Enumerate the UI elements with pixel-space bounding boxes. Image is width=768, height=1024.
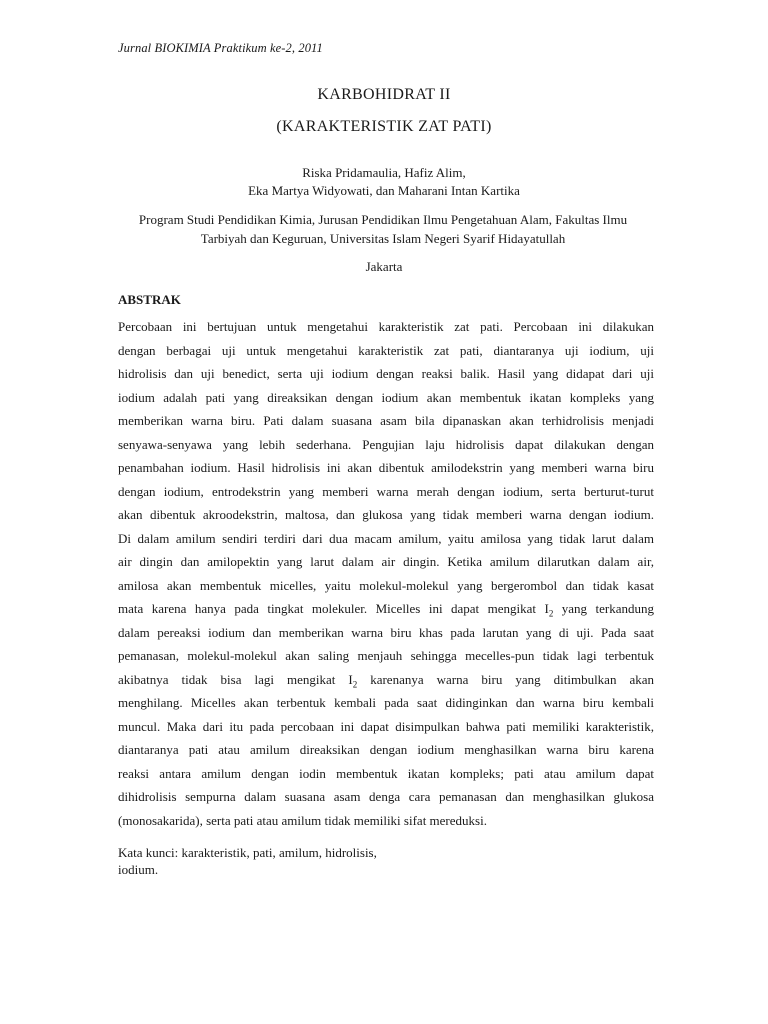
running-head: Jurnal BIOKIMIA Praktikum ke-2, 2011 xyxy=(118,41,323,55)
city: Jakarta xyxy=(365,259,403,274)
abstract-line: dengan berbagai uji untuk mengetahui karakteristik zat pati, diantaranya uji iodium, uji xyxy=(118,342,654,358)
abstract-line-text: akibatnya tidak bisa lagi mengikat I xyxy=(118,671,353,687)
abstract-line: hidrolisis dan uji benedict, serta uji iodium dengan reaksi balik. Hasil yang didapat dari uji xyxy=(118,366,654,381)
keywords-line-1: Kata kunci: karakteristik, pati, amilum, hidrolisis, xyxy=(118,845,377,860)
abstract-line-with-subscript xyxy=(118,597,654,621)
abstract-line: reaksi antara amilum dengan iodin membentuk ikatan kompleks; pati atau amilum dapat xyxy=(118,765,654,781)
abstract-line: air dingin dan amilopektin yang larut dalam air dingin. Ketika amilum dilarutkan dalam air, xyxy=(118,554,654,569)
abstract-line: Percobaan ini bertujuan untuk mengetahui karakteristik zat pati. Percobaan ini dilakukan xyxy=(118,319,654,334)
keywords xyxy=(118,844,448,878)
subscript-2: 2 xyxy=(352,679,358,690)
abstract-heading: ABSTRAK xyxy=(118,292,181,307)
abstract-line-with-subscript xyxy=(118,668,654,692)
abstract-line: dengan iodium, entrodekstrin yang memberi warna merah dengan iodium, serta berturut-turut xyxy=(118,483,654,499)
abstract-line: akan dibentuk akroodekstrin, maltosa, dan glukosa yang tidak memberi warna dengan iodium. xyxy=(118,507,654,522)
authors xyxy=(0,164,768,200)
abstract-line-text: mata karena hanya pada tingkat molekuler. Micelles ini dapat mengikat I xyxy=(118,601,549,616)
keywords-line-2: iodium. xyxy=(118,862,159,877)
abstract-line-tail: yang terkandung xyxy=(553,601,654,616)
abstract-line-tail: karenanya warna biru yang ditimbulkan akan xyxy=(357,671,654,687)
abstract-line: Di dalam amilum sendiri terdiri dari dua macam amilum, yaitu amilosa yang tidak larut dalam xyxy=(118,530,654,546)
paper-title-line-1: KARBOHIDRAT II xyxy=(317,86,451,103)
authors-line-2: Eka Martya Widyowati, dan Maharani Intan Kartika xyxy=(248,183,520,198)
abstract-line: dalam pereaksi iodium dan memberikan warna biru khas pada larutan yang di uji. Pada saat xyxy=(118,624,654,640)
subscript-2: 2 xyxy=(548,608,554,619)
abstract-line: senyawa-senyawa yang lebih sederhana. Pengujian laju hidrolisis dapat dilakukan dengan xyxy=(118,436,654,452)
abstract-line: amilosa akan membentuk micelles, yaitu molekul-molekul yang bergerombol dan tidak kasat xyxy=(118,577,654,593)
affiliation-line-1: Program Studi Pendidikan Kimia, Jurusan Pendidikan Ilmu Pengetahuan Alam, Fakultas Ilmu xyxy=(138,212,628,227)
authors-line-1: Riska Pridamaulia, Hafiz Alim, xyxy=(302,165,466,180)
abstract-line: memberikan warna biru. Pati dalam suasana asam bila dipanaskan akan terhidrolisis menjadi xyxy=(118,413,654,428)
abstract-line: dihidrolisis sempurna dalam suasana asam denga cara pemanasan dan menghasilkan glukosa xyxy=(118,789,654,804)
abstract-line: penambahan iodium. Hasil hidrolisis ini akan dibentuk amilodekstrin yang memberi warna biru xyxy=(118,460,654,475)
paper-title-line-2: (KARAKTERISTIK ZAT PATI) xyxy=(276,118,492,135)
abstract-body xyxy=(118,315,654,832)
abstract-line: diantaranya pati atau amilum direaksikan dengan iodium menghasilkan warna biru karena xyxy=(118,742,654,757)
abstract-line: muncul. Maka dari itu pada percobaan ini dapat disimpulkan bahwa pati memiliki karakteristik, xyxy=(118,718,654,734)
abstract-line: pemanasan, molekul-molekul akan saling menjauh sehingga mecelles-pun tidak lagi terbentuk xyxy=(118,648,654,663)
affiliation-line-2: Tarbiyah dan Keguruan, Universitas Islam Negeri Syarif Hidayatullah xyxy=(200,231,566,246)
affiliation xyxy=(118,210,648,248)
abstract-line: iodium adalah pati yang direaksikan dengan iodium akan membentuk ikatan kompleks yang xyxy=(118,389,654,405)
abstract-line: menghilang. Micelles akan terbentuk kembali pada saat didinginkan dan warna biru kembali xyxy=(118,695,654,710)
abstract-line: (monosakarida), serta pati atau amilum tidak memiliki sifat mereduksi. xyxy=(118,812,487,828)
